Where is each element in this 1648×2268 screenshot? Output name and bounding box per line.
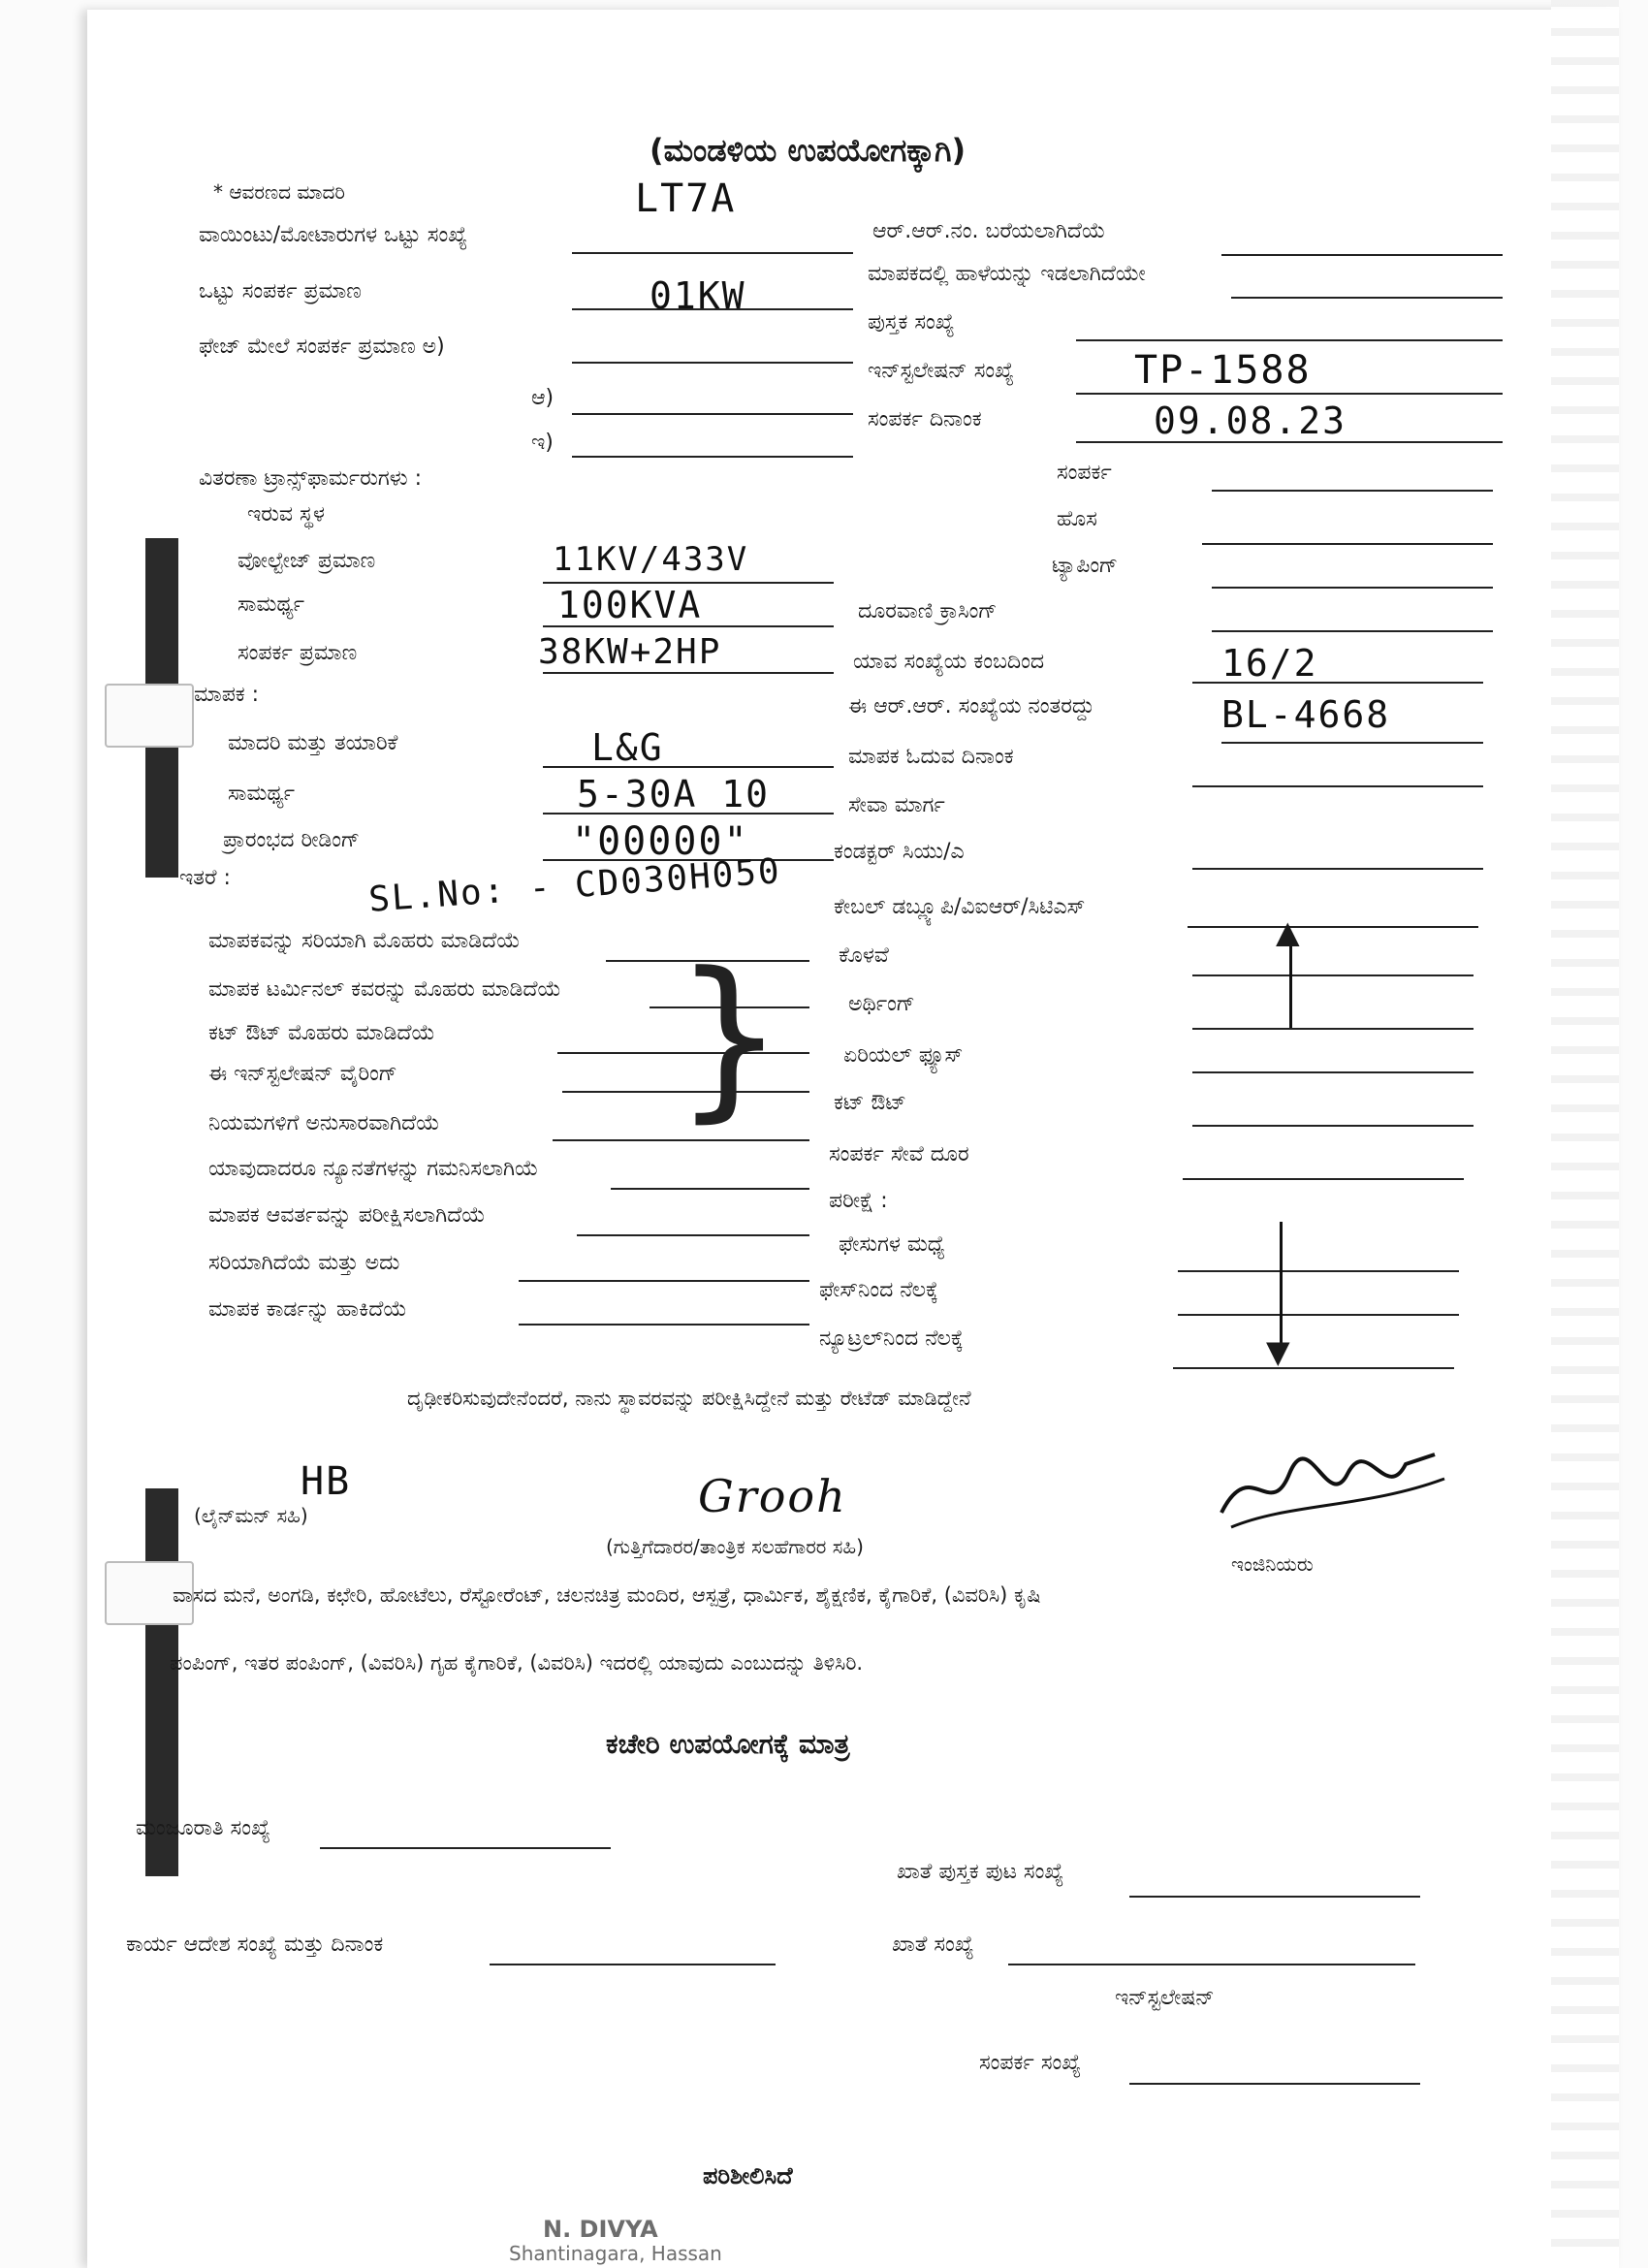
label-installation: ಇನ್‌ಸ್ಟಲೇಷನ್ bbox=[1115, 1986, 1215, 2010]
field-line bbox=[1221, 254, 1503, 256]
label-ledger-page: ಖಾತೆ ಪುಸ್ತಕ ಪುಟ ಸಂಖ್ಯೆ bbox=[897, 1860, 1064, 1884]
value-model: LT7A bbox=[635, 176, 737, 221]
lineman-signature: HB bbox=[301, 1459, 352, 1504]
label-other: ಇತರೆ : bbox=[179, 866, 231, 890]
label-phase-load: ಫೇಜ್ ಮೇಲೆ ಸಂಪರ್ಕ ಪ್ರಮಾಣ ಅ) bbox=[199, 335, 445, 359]
field-line bbox=[1192, 785, 1483, 787]
label-initial-reading: ಪ್ರಾರಂಭದ ರೀಡಿಂಗ್ bbox=[223, 828, 361, 852]
label-transformers: ವಿತರಣಾ ಟ್ರಾನ್ಸ್‌ಫಾರ್ಮರುಗಳು : bbox=[199, 466, 423, 491]
engineer-label: ಇಂಜಿನಿಯರು bbox=[1231, 1552, 1314, 1576]
field-line bbox=[1076, 393, 1503, 395]
label-earthing: ಅರ್ಥಿಂಗ್ bbox=[848, 992, 915, 1016]
engineer-signature bbox=[1212, 1435, 1464, 1542]
field-line bbox=[543, 766, 834, 768]
label-check2: ಮಾಪಕ ಟರ್ಮಿನಲ್ ಕವರನ್ನು ಮೊಹರು ಮಾಡಿದೆಯೆ bbox=[208, 977, 561, 1002]
field-line bbox=[572, 456, 853, 458]
contractor-signature: Grooh bbox=[698, 1470, 847, 1522]
label-voltage: ವೋಲ್ಟೇಜ್ ಪ್ರಮಾಣ bbox=[238, 549, 376, 573]
value-conn-date: 09.08.23 bbox=[1154, 399, 1347, 442]
field-line bbox=[572, 362, 853, 364]
value-initial-reading: "00000" bbox=[572, 819, 749, 864]
value-voltage: 11KV/433V bbox=[553, 540, 749, 579]
contractor-label: (ಗುತ್ತಿಗೆದಾರರ/ತಾಂತ್ರಿಕ ಸಲಹೆಗಾರರ ಸಹಿ) bbox=[606, 1535, 864, 1558]
field-line bbox=[1202, 543, 1493, 545]
label-install-no: ಇನ್‌ಸ್ಟಲೇಷನ್ ಸಂಖ್ಯೆ bbox=[868, 359, 1015, 383]
field-line bbox=[519, 1280, 809, 1282]
field-line bbox=[1129, 1896, 1420, 1898]
field-line bbox=[1212, 587, 1493, 589]
page-title: (ಮಂಡಳಿಯ ಉಪಯೋಗಕ್ಕಾಗಿ) bbox=[650, 132, 967, 169]
label-meter: ಮಾಪಕ : bbox=[194, 683, 260, 707]
label-after-rr: ಈ ಆರ್.ಆರ್. ಸಂಖ್ಯೆಯ ನಂತರದ್ದು bbox=[848, 694, 1095, 719]
field-line bbox=[1178, 1270, 1459, 1272]
field-line bbox=[1183, 1178, 1464, 1180]
value-serial: SL.No: - CD030H050 bbox=[367, 851, 783, 920]
label-check6: ಯಾವುದಾದರೂ ನ್ಯೂನತೆಗಳನ್ನು ಗಮನಿಸಲಾಗಿಯೆ bbox=[208, 1157, 539, 1181]
verified-label: ಪರಿಶೀಲಿಸಿದೆ bbox=[703, 2162, 793, 2189]
label-check5: ನಿಯಮಗಳಿಗೆ ಅನುಸಾರವಾಗಿದೆಯೆ bbox=[208, 1111, 440, 1135]
field-line bbox=[1192, 1125, 1474, 1127]
value-capacity: 100KVA bbox=[557, 584, 703, 626]
value-meter-capacity: 5-30A 10 bbox=[577, 773, 771, 815]
label-new: ಹೊಸ bbox=[1057, 507, 1097, 531]
field-line bbox=[1192, 868, 1483, 870]
label-book-no: ಪುಸ್ತಕ ಸಂಖ್ಯೆ bbox=[868, 310, 955, 335]
field-line bbox=[543, 672, 834, 674]
label-cutout: ಕಟ್ ಔಟ್ bbox=[834, 1091, 906, 1115]
value-install-no: TP-1588 bbox=[1134, 348, 1312, 393]
label-tapping: ಟ್ಯಾಪಿಂಗ್ bbox=[1052, 554, 1119, 578]
field-line bbox=[611, 1188, 809, 1190]
label-cable: ಕೇಬಲ್ ಡಬ್ಲ್ಯೂಪಿ/ವಿಐಆರ್/ಸಿಟಿಎಸ್ bbox=[834, 895, 1086, 919]
field-line bbox=[572, 252, 853, 254]
value-pole: 16/2 bbox=[1221, 642, 1318, 685]
office-use-heading: ಕಚೇರಿ ಉಪಯೋಗಕ್ಕೆ ಮಾತ್ರ bbox=[606, 1728, 850, 1760]
field-line bbox=[1192, 974, 1474, 976]
bracket-mark: } bbox=[674, 936, 785, 1138]
stamp-name: N. DIVYA bbox=[543, 2216, 658, 2243]
field-line bbox=[572, 413, 853, 415]
value-after-rr: BL-4668 bbox=[1221, 693, 1391, 736]
label-phase-c: ಇ) bbox=[531, 431, 554, 455]
label-telephone: ದೂರವಾಣಿ ಕ್ರಾಸಿಂಗ್ bbox=[858, 599, 998, 623]
value-conn-load: 38KW+2HP bbox=[538, 632, 722, 672]
arrow-down-icon: ▼ bbox=[1266, 1333, 1290, 1370]
label-pole: ಯಾವ ಸಂಖ್ಯೆಯ ಕಂಬದಿಂದ bbox=[853, 650, 1045, 674]
field-line bbox=[490, 1964, 776, 1965]
label-check4: ಈ ಇನ್‌ಸ್ಟಲೇಷನ್ ವೈರಿಂಗ್ bbox=[208, 1062, 397, 1086]
field-line bbox=[1192, 1071, 1474, 1073]
field-line bbox=[1212, 490, 1493, 492]
field-line bbox=[1231, 297, 1503, 299]
label-meter-capacity: ಸಾಮರ್ಥ್ಯ bbox=[228, 782, 296, 806]
stamp-place: Shantinagara, Hassan bbox=[509, 2242, 722, 2265]
field-line bbox=[519, 1324, 809, 1326]
field-line bbox=[1178, 1314, 1459, 1316]
label-motors-total: ವಾಯಿಂಟು/ಮೋಟಾರುಗಳ ಒಟ್ಟು ಸಂಖ್ಯೆ bbox=[199, 223, 468, 247]
label-phase-earth: ಫೇಸ್‌ನಿಂದ ನೆಲಕ್ಕೆ bbox=[819, 1278, 938, 1302]
label-work-order: ಕಾರ್ಯ ಆದೇಶ ಸಂಖ್ಯೆ ಮತ್ತು ದಿನಾಂಕ bbox=[126, 1933, 384, 1957]
field-line bbox=[320, 1847, 611, 1849]
footnote-line1: ವಾಸದ ಮನೆ, ಅಂಗಡಿ, ಕಛೇರಿ, ಹೋಟೆಲು, ರೆಸ್ಟೋರೆಂಟ್, ಚಲನಚಿತ್ರ ಮಂದಿರ, ಆಸ್ಪತ್ರೆ, ಧಾರ್ಮಿಕ, ಶೈಕ್ಷಣಿಕ, ಕೈಗಾರಿಕೆ, (ವಿವರಿಸಿ) ಕೃಷಿ bbox=[173, 1583, 1041, 1607]
footnote-line2: ಪಂಪಿಂಗ್, ಇತರ ಪಂಪಿಂಗ್, (ವಿವರಿಸಿ) ಗೃಹ ಕೈಗಾರಿಕೆ, (ವಿವರಿಸಿ) ಇದರಲ್ಲಿ ಯಾವುದು ಎಂಬುದನ್ನು ತಿಳಿಸಿರಿ. bbox=[170, 1651, 864, 1675]
label-sanction-no: ಮಂಜೂರಾತಿ ಸಂಖ್ಯೆ bbox=[136, 1816, 270, 1840]
field-line bbox=[1129, 2083, 1420, 2085]
field-line bbox=[1008, 1964, 1415, 1965]
label-check1: ಮಾಪಕವನ್ನು ಸರಿಯಾಗಿ ಮೊಹರು ಮಾಡಿದೆಯೆ bbox=[208, 929, 521, 953]
label-card-kept: ಮಾಪಕದಲ್ಲಿ ಹಾಳೆಯನ್ನು ಇಡಲಾಗಿದೆಯೇ bbox=[868, 262, 1146, 286]
label-service-route: ಸೇವಾ ಮಾರ್ಗ bbox=[848, 793, 945, 817]
label-total-load: ಒಟ್ಟು ಸಂಪರ್ಕ ಪ್ರಮಾಣ bbox=[199, 279, 362, 303]
binder-clip-top bbox=[105, 684, 194, 748]
label-test: ಪರೀಕ್ಷೆ : bbox=[829, 1189, 888, 1213]
label-read-date: ಮಾಪಕ ಓದುವ ದಿನಾಂಕ bbox=[848, 745, 1014, 769]
field-line bbox=[553, 1139, 809, 1141]
label-neutral-earth: ನ್ಯೂಟ್ರಲ್‌ನಿಂದ ನೆಲಕ್ಕೆ bbox=[819, 1326, 964, 1351]
label-between-phases: ಫೇಸುಗಳ ಮಧ್ಯೆ bbox=[839, 1232, 945, 1257]
label-conductor: ಕಂಡಕ್ಟರ್ ಸಿಯು/ಎ bbox=[834, 840, 965, 864]
certify-statement: ದೃಢೀಕರಿಸುವುದೇನೆಂದರೆ, ನಾನು ಸ್ಥಾವರವನ್ನು ಪರೀಕ್ಷಿಸಿದ್ದೇನೆ ಮತ್ತು ರೇಟೆಡ್ ಮಾಡಿದ್ದೇನೆ bbox=[407, 1387, 971, 1410]
field-line bbox=[1173, 1367, 1454, 1369]
label-conn-date: ಸಂಪರ್ಕ ದಿನಾಂಕ bbox=[868, 407, 982, 431]
value-make: L&G bbox=[591, 726, 664, 769]
label-aerial-fuse: ಏರಿಯಲ್ ಫ್ಯೂಸ್ bbox=[843, 1043, 964, 1068]
label-phase-b: ಆ) bbox=[531, 386, 555, 410]
label-capacity: ಸಾಮರ್ಥ್ಯ bbox=[238, 592, 305, 617]
label-conn-load: ಸಂಪರ್ಕ ಪ್ರಮಾಣ bbox=[238, 641, 358, 665]
field-line bbox=[1188, 926, 1478, 928]
decorative-border bbox=[1551, 0, 1619, 2268]
label-pipe: ಕೊಳವೆ bbox=[839, 943, 889, 968]
label-rr-no: ಆರ್.ಆರ್.ನಂ. ಬರೆಯಲಾಗಿದೆಯೆ bbox=[872, 219, 1106, 243]
label-model: * ಆವರಣದ ಮಾದರಿ bbox=[213, 180, 345, 204]
arrow-down-mark bbox=[1280, 1222, 1283, 1343]
label-account-no: ಖಾತೆ ಸಂಖ್ಯೆ bbox=[892, 1933, 974, 1957]
lineman-label: (ಲೈನ್‌ಮನ್ ಸಹಿ) bbox=[194, 1504, 308, 1527]
field-line bbox=[1212, 630, 1493, 632]
field-line bbox=[1192, 1028, 1474, 1030]
field-line bbox=[577, 1234, 809, 1236]
label-location: ಇರುವ ಸ್ಥಳ bbox=[247, 502, 325, 527]
field-line bbox=[1076, 339, 1503, 341]
label-check7: ಮಾಪಕ ಆವರ್ತವನ್ನು ಪರೀಕ್ಷಿಸಲಾಗಿದೆಯೆ bbox=[208, 1203, 486, 1228]
label-make: ಮಾದರಿ ಮತ್ತು ತಯಾರಿಕೆ bbox=[228, 731, 398, 755]
label-check3: ಕಟ್ ಔಟ್ ಮೊಹರು ಮಾಡಿದೆಯೆ bbox=[208, 1021, 435, 1045]
label-connection: ಸಂಪರ್ಕ bbox=[1057, 461, 1112, 485]
field-line bbox=[1221, 742, 1483, 744]
label-connection-no: ಸಂಪರ್ಕ ಸಂಖ್ಯೆ bbox=[979, 2051, 1082, 2075]
arrow-up-icon: ▲ bbox=[1276, 913, 1300, 950]
label-service-distance: ಸಂಪರ್ಕ ಸೇವೆ ದೂರ bbox=[829, 1142, 969, 1166]
value-total-load: 01KW bbox=[650, 274, 746, 317]
label-check8: ಸರಿಯಾಗಿದೆಯೆ ಮತ್ತು ಅದು bbox=[208, 1251, 400, 1275]
label-check9: ಮಾಪಕ ಕಾರ್ಡನ್ನು ಹಾಕಿದೆಯೆ bbox=[208, 1297, 407, 1322]
